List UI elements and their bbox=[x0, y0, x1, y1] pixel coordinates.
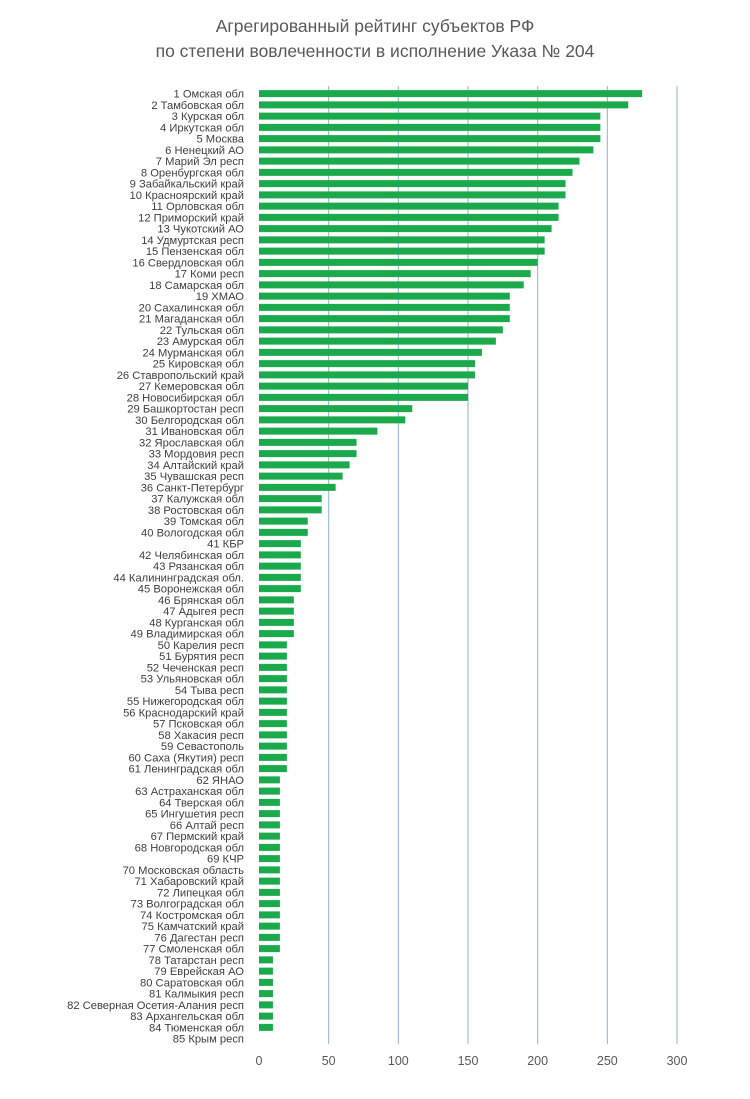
category-label: 2 Тамбовская обл bbox=[151, 99, 244, 112]
bar bbox=[259, 731, 287, 738]
bar bbox=[259, 720, 287, 727]
category-label: 42 Челябинская обл bbox=[138, 549, 244, 562]
category-label: 45 Воронежская обл bbox=[137, 583, 244, 596]
category-label: 77 Смоленская обл bbox=[142, 943, 244, 956]
category-label: 79 Еврейская АО bbox=[154, 966, 244, 979]
bar bbox=[259, 979, 273, 986]
category-label: 59 Севастополь bbox=[160, 741, 244, 754]
bar bbox=[259, 1024, 273, 1031]
bar bbox=[259, 473, 343, 480]
bar bbox=[259, 698, 287, 705]
bar bbox=[259, 709, 287, 716]
bar bbox=[259, 900, 280, 907]
category-label: 55 Нижегородская обл bbox=[126, 696, 244, 709]
bar bbox=[259, 371, 475, 378]
category-label: 60 Саха (Якутия) респ bbox=[128, 752, 244, 765]
bar bbox=[259, 675, 287, 682]
bar bbox=[259, 214, 559, 221]
category-label: 63 Астраханская обл bbox=[135, 786, 244, 799]
category-label: 67 Пермский край bbox=[150, 831, 244, 844]
bar bbox=[259, 495, 322, 502]
bar bbox=[259, 1001, 273, 1008]
bar bbox=[259, 349, 482, 356]
bar bbox=[259, 821, 280, 828]
category-label: 6 Ненецкий АО bbox=[165, 144, 244, 157]
bar bbox=[259, 619, 294, 626]
category-label: 75 Камчатский край bbox=[141, 921, 244, 934]
bar bbox=[259, 484, 336, 491]
bar bbox=[259, 765, 287, 772]
bar bbox=[259, 799, 280, 806]
category-label: 11 Орловская обл bbox=[151, 201, 244, 214]
category-label: 29 Башкортостан респ bbox=[127, 403, 244, 416]
bar bbox=[259, 596, 294, 603]
category-label: 9 Забайкальский край bbox=[129, 178, 244, 191]
bar bbox=[259, 90, 642, 97]
category-label: 18 Самарская обл bbox=[149, 279, 244, 292]
category-label: 73 Волгоградская обл bbox=[130, 898, 244, 911]
x-tick-label: 0 bbox=[255, 1054, 263, 1068]
category-label: 65 Ингушетия респ bbox=[145, 808, 244, 821]
category-label: 84 Тюменская обл bbox=[148, 1022, 244, 1035]
bar bbox=[259, 124, 600, 131]
category-labels bbox=[67, 89, 245, 1046]
x-axis-tick-labels bbox=[256, 1054, 688, 1068]
bar bbox=[259, 428, 377, 435]
bar bbox=[259, 551, 301, 558]
bar bbox=[259, 754, 287, 761]
bar bbox=[259, 529, 308, 536]
category-label: 24 Мурманская обл bbox=[142, 347, 244, 360]
bar bbox=[259, 394, 468, 401]
bar bbox=[259, 383, 468, 390]
bar bbox=[259, 889, 280, 896]
bar bbox=[259, 203, 559, 210]
x-tick-label: 200 bbox=[527, 1054, 549, 1068]
bar bbox=[259, 968, 273, 975]
bar bbox=[259, 743, 287, 750]
category-label: 43 Рязанская обл bbox=[152, 561, 244, 574]
category-label: 10 Красноярский край bbox=[129, 189, 244, 202]
category-label: 39 Томская обл bbox=[163, 516, 244, 529]
category-label: 4 Иркутская обл bbox=[160, 122, 244, 135]
bar bbox=[259, 259, 538, 266]
bar bbox=[259, 855, 280, 862]
bar bbox=[259, 686, 287, 693]
category-label: 80 Саратовская обл bbox=[140, 977, 244, 990]
bar bbox=[259, 270, 531, 277]
category-label: 40 Вологодская обл bbox=[141, 527, 244, 540]
bar bbox=[259, 146, 593, 153]
category-label: 57 Псковская обл bbox=[152, 718, 244, 731]
bar bbox=[259, 113, 600, 120]
category-label: 14 Удмуртская респ bbox=[141, 234, 244, 247]
bar bbox=[259, 641, 287, 648]
bar bbox=[259, 956, 273, 963]
category-label: 35 Чувашская респ bbox=[144, 471, 244, 484]
bar bbox=[259, 135, 600, 142]
bar bbox=[259, 540, 301, 547]
x-tick-label: 50 bbox=[321, 1054, 336, 1068]
bar bbox=[259, 833, 280, 840]
bar bbox=[259, 585, 301, 592]
category-label: 32 Ярославская обл bbox=[138, 437, 244, 450]
bar bbox=[259, 1013, 273, 1020]
bar bbox=[259, 563, 301, 570]
category-label: 54 Тыва респ bbox=[174, 684, 244, 697]
category-label: 38 Ростовская обл bbox=[147, 504, 244, 517]
x-tick-label: 150 bbox=[457, 1054, 479, 1068]
category-label: 1 Омская обл bbox=[173, 88, 244, 101]
category-label: 12 Приморский край bbox=[138, 212, 244, 225]
category-label: 20 Сахалинская обл bbox=[138, 302, 244, 315]
bar bbox=[259, 338, 496, 345]
category-label: 22 Тульская обл bbox=[159, 324, 244, 337]
category-label: 62 ЯНАО bbox=[196, 774, 244, 787]
bar bbox=[259, 248, 545, 255]
bar bbox=[259, 281, 524, 288]
category-label: 51 Бурятия респ bbox=[159, 651, 244, 664]
x-tick-label: 300 bbox=[666, 1054, 688, 1068]
bar bbox=[259, 945, 280, 952]
bar bbox=[259, 844, 280, 851]
category-label: 41 КБР bbox=[207, 538, 244, 551]
bar bbox=[259, 574, 301, 581]
x-tick-label: 100 bbox=[387, 1054, 409, 1068]
category-label: 25 Кировская обл bbox=[152, 358, 244, 371]
bar bbox=[259, 180, 566, 187]
category-label: 28 Новосибирская обл bbox=[126, 392, 244, 405]
bars bbox=[259, 90, 642, 1031]
bar bbox=[259, 866, 280, 873]
category-label: 33 Мордовия респ bbox=[148, 448, 244, 461]
bar bbox=[259, 653, 287, 660]
bar bbox=[259, 990, 273, 997]
category-label: 27 Кемеровская обл bbox=[138, 381, 244, 394]
category-label: 21 Магаданская обл bbox=[139, 313, 244, 326]
category-label: 16 Свердловская обл bbox=[132, 257, 244, 270]
bar bbox=[259, 315, 510, 322]
category-label: 31 Ивановская обл bbox=[145, 426, 244, 439]
bar bbox=[259, 450, 357, 457]
category-label: 61 Ленинградская обл bbox=[128, 763, 244, 776]
category-label: 85 Крым респ bbox=[172, 1033, 244, 1046]
bar bbox=[259, 304, 510, 311]
category-label: 68 Новгородская обл bbox=[134, 842, 244, 855]
bar bbox=[259, 934, 280, 941]
category-label: 71 Хабаровский край bbox=[134, 876, 244, 889]
bar bbox=[259, 506, 322, 513]
chart-title-line-1: Агрегированный рейтинг субъектов РФ bbox=[215, 16, 535, 36]
bar bbox=[259, 788, 280, 795]
category-label: 58 Хакасия респ bbox=[158, 729, 244, 742]
bar bbox=[259, 416, 405, 423]
bar bbox=[259, 608, 294, 615]
bar bbox=[259, 191, 566, 198]
category-label: 36 Санкт-Петербург bbox=[140, 482, 244, 495]
bar bbox=[259, 405, 412, 412]
bar bbox=[259, 169, 573, 176]
category-label: 34 Алтайский край bbox=[147, 459, 244, 472]
category-label: 8 Оренбургская обл bbox=[140, 167, 244, 180]
category-label: 76 Дагестан респ bbox=[154, 932, 244, 945]
category-label: 53 Ульяновская обл bbox=[140, 673, 244, 686]
bar bbox=[259, 158, 579, 165]
bar bbox=[259, 911, 280, 918]
bar bbox=[259, 664, 287, 671]
bar bbox=[259, 326, 503, 333]
category-label: 64 Тверская обл bbox=[159, 797, 244, 810]
bar bbox=[259, 101, 628, 108]
category-label: 83 Архангельская обл bbox=[130, 1011, 244, 1024]
category-label: 50 Карелия респ bbox=[157, 639, 244, 652]
category-label: 44 Калининградская обл. bbox=[113, 572, 244, 585]
bar bbox=[259, 293, 510, 300]
bar bbox=[259, 360, 475, 367]
x-tick-label: 250 bbox=[596, 1054, 618, 1068]
category-label: 3 Курская обл bbox=[171, 111, 244, 124]
bar bbox=[259, 439, 357, 446]
category-label: 56 Краснодарский край bbox=[123, 707, 244, 720]
category-label: 23 Амурская обл bbox=[156, 336, 244, 349]
bar bbox=[259, 461, 350, 468]
category-label: 17 Коми респ bbox=[174, 268, 244, 281]
category-label: 48 Курганская обл bbox=[149, 617, 244, 630]
category-label: 37 Калужская обл bbox=[151, 493, 244, 506]
category-label: 72 Липецкая обл bbox=[156, 887, 244, 900]
category-label: 70 Московская область bbox=[122, 864, 244, 877]
category-label: 46 Брянская обл bbox=[157, 594, 244, 607]
category-label: 30 Белгородская обл bbox=[135, 414, 244, 427]
category-label: 74 Костромская обл bbox=[140, 909, 244, 922]
category-label: 7 Марий Эл респ bbox=[155, 156, 244, 169]
bar bbox=[259, 878, 280, 885]
chart-title-line-2: по степени вовлеченности в исполнение Указа № 204 bbox=[155, 41, 595, 61]
bar bbox=[259, 776, 280, 783]
category-label: 26 Ставропольский край bbox=[116, 369, 244, 382]
category-label: 78 Татарстан респ bbox=[148, 954, 244, 967]
bar bbox=[259, 518, 308, 525]
category-label: 47 Адыгея респ bbox=[163, 606, 244, 619]
category-label: 49 Владимирская обл bbox=[130, 628, 244, 641]
bar bbox=[259, 225, 552, 232]
category-label: 52 Чеченская респ bbox=[146, 662, 244, 675]
category-label: 19 ХМАО bbox=[195, 291, 244, 304]
category-label: 13 Чукотский АО bbox=[157, 223, 244, 236]
category-label: 66 Алтай респ bbox=[169, 819, 244, 832]
category-label: 82 Северная Осетия-Алания респ bbox=[67, 999, 244, 1012]
bar bbox=[259, 630, 294, 637]
bar bbox=[259, 236, 545, 243]
category-label: 15 Пензенская обл bbox=[145, 246, 244, 259]
category-label: 81 Калмыкия респ bbox=[149, 988, 244, 1001]
bar bbox=[259, 810, 280, 817]
category-label: 5 Москва bbox=[196, 133, 244, 146]
category-label: 69 КЧР bbox=[207, 853, 244, 866]
bar bbox=[259, 923, 280, 930]
